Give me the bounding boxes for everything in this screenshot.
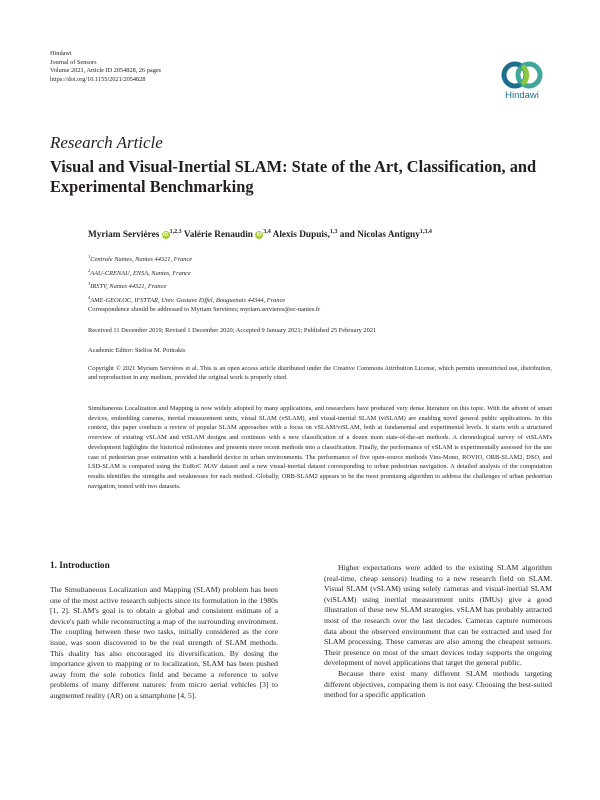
affiliation-text: AME-GEOLOC, IFSTTAR, Univ. Gustave Eiffel, Bouguenais 44344, France [90,297,286,305]
correspondence: Correspondence should be addressed to Myriam Servières; myriam.servieres@ec-nantes.fr [88,306,321,313]
affiliation-text: Centrale Nantes, Nantes 44321, France [90,256,193,264]
author-name: Valérie Renaudin [183,230,253,241]
copyright-notice: Copyright © 2021 Myriam Servières et al. This is an open access article distributed under the Creative Commons Attribution License, which permits unrestricted use, distribution, and reproduction in any medium, provided the original work is properly cited. [88,365,552,381]
affiliation-item [88,252,558,266]
article-type: Research Article [50,133,163,152]
left-column [50,585,278,702]
affiliation-item [88,266,558,280]
affiliation-item [88,279,558,293]
author-name: Myriam Servières [88,230,160,241]
section-heading: 1. Introduction [50,561,110,571]
orcid-icon[interactable]: iD [163,231,169,238]
journal-name: Journal of Sensors [50,58,97,66]
author-affiliation-sup: 1,2,3 [169,229,182,235]
affiliation-sup: 4 [88,295,91,301]
academic-editor: Academic Editor: Stelios M. Potirakis [88,347,186,354]
publication-dates: Received 11 December 2019; Revised 1 December 2020; Accepted 9 January 2021; Published 25 February 2021 [88,327,377,334]
author-affiliation-sup: 1,3,4 [419,229,432,235]
affiliation-text: IRSTV, Nantes 44321, France [90,283,167,291]
affiliation-text: AAU-CRENAU, ENSA, Nantes, France [90,269,191,277]
author-name: and Nicolas Antigny [339,230,420,241]
author-list [88,229,558,240]
volume-info: Volume 2021, Article ID 2054828, 26 pages [50,67,162,74]
affiliation-sup: 3 [88,281,91,287]
paper-title: Visual and Visual-Inertial SLAM: State of the Art, Classification, and Experimental Benchmarking [50,157,537,196]
logo-wordmark: Hindawi [505,90,539,101]
abstract: Simultaneous Localization and Mapping is now widely adopted by many applications, and researchers have produced very dense literature on this topic. With the advent of smart devices, embedding cameras, inertial measurement units, visual SLAM (vSLAM), and visual-inertial SLAM (viSLAM) are enabling novel general public applications. In this context, this paper conducts a review of popular SLAM approaches with a focus on vSLAM/viSLAM, both at fundamental and experimental levels. It starts with a structured overview of existing vSLAM and viSLAM designs and continues with a new classification of a dozen main state-of-the-art methods. A chronological survey of viSLAM's development highlights the historical milestones and presents more recent methods into a classification. Finally, the performance of vSLAM is experimentally assessed for the use case of pedestrian pose estimation with a handheld device in urban environments. The performance of five open-source methods Vins-Mono, ROVIO, ORB-SLAM2, DSO, and LSD-SLAM is compared using the EuRoC MAV dataset and a new visual-inertial dataset corresponding to urban pedestrian navigation. A detailed analysis of the computation results identifies the strengths and weaknesses for each method. Globally, ORB-SLAM2 appears to be the most promising algorithm to address the challenges of urban pedestrian navigation, tested with two datasets. [88,405,552,490]
right-column [324,563,552,701]
paragraph: Higher expectations were added to the existing SLAM algorithm (real-time, cheap sensors) leading to a new research field on SLAM. Visual SLAM (vSLAM) using solely cameras and visual-inertial SLAM (viSLAM) using inertial measurement units (IMUs) give a good illustration of these new SLAM strategies. vSLAM has probably attracted most of the research over the last decades. Cameras capture numerous data about the observed environment that can be extracted and used for SLAM processing. These cameras are also among the cheapest sensors. Their presence on most of the smart devices today supports the ongoing development of novel applications that target the general public. [324,563,552,668]
doi-link[interactable]: https://doi.org/10.1155/2021/2054828 [50,75,146,83]
author-name: Alexis Dupuis, [272,230,330,241]
journal-header [50,50,161,84]
author-affiliation-sup: 1,3 [329,229,338,235]
affiliation-sup: 2 [88,267,91,273]
publisher-name: Hindawi [50,50,72,57]
affiliation-list [88,252,558,307]
author-affiliation-sup: 3,4 [263,229,271,235]
paragraph: The Simultaneous Localization and Mapping (SLAM) problem has been one of the most active research subjects since its formulation in the 1980s [1, 2]. SLAM's goal is to obtain a global and consistent estimate of a device's path while reconstructing a map of the surrounding environment. The coupling between these two tasks, initially considered as the core issue, was soon discovered to be the real strength of SLAM methods. This duality has also encouraged its diversification. By dosing the importance given to mapping or to localization, SLAM has been pushed away from the sole robotics field and became a reference to solve problems of many different natures: from micro aerial vehicles [3] to augmented reality (AR) on a smartphone [4, 5]. [50,585,278,700]
affiliation-sup: 1 [88,254,91,259]
orcid-icon[interactable]: iD [256,231,262,238]
paragraph: Because there exist many different SLAM methods targeting different objectives, comparing them is not easy. Choosing the best-suited method for a specific application [324,668,552,700]
